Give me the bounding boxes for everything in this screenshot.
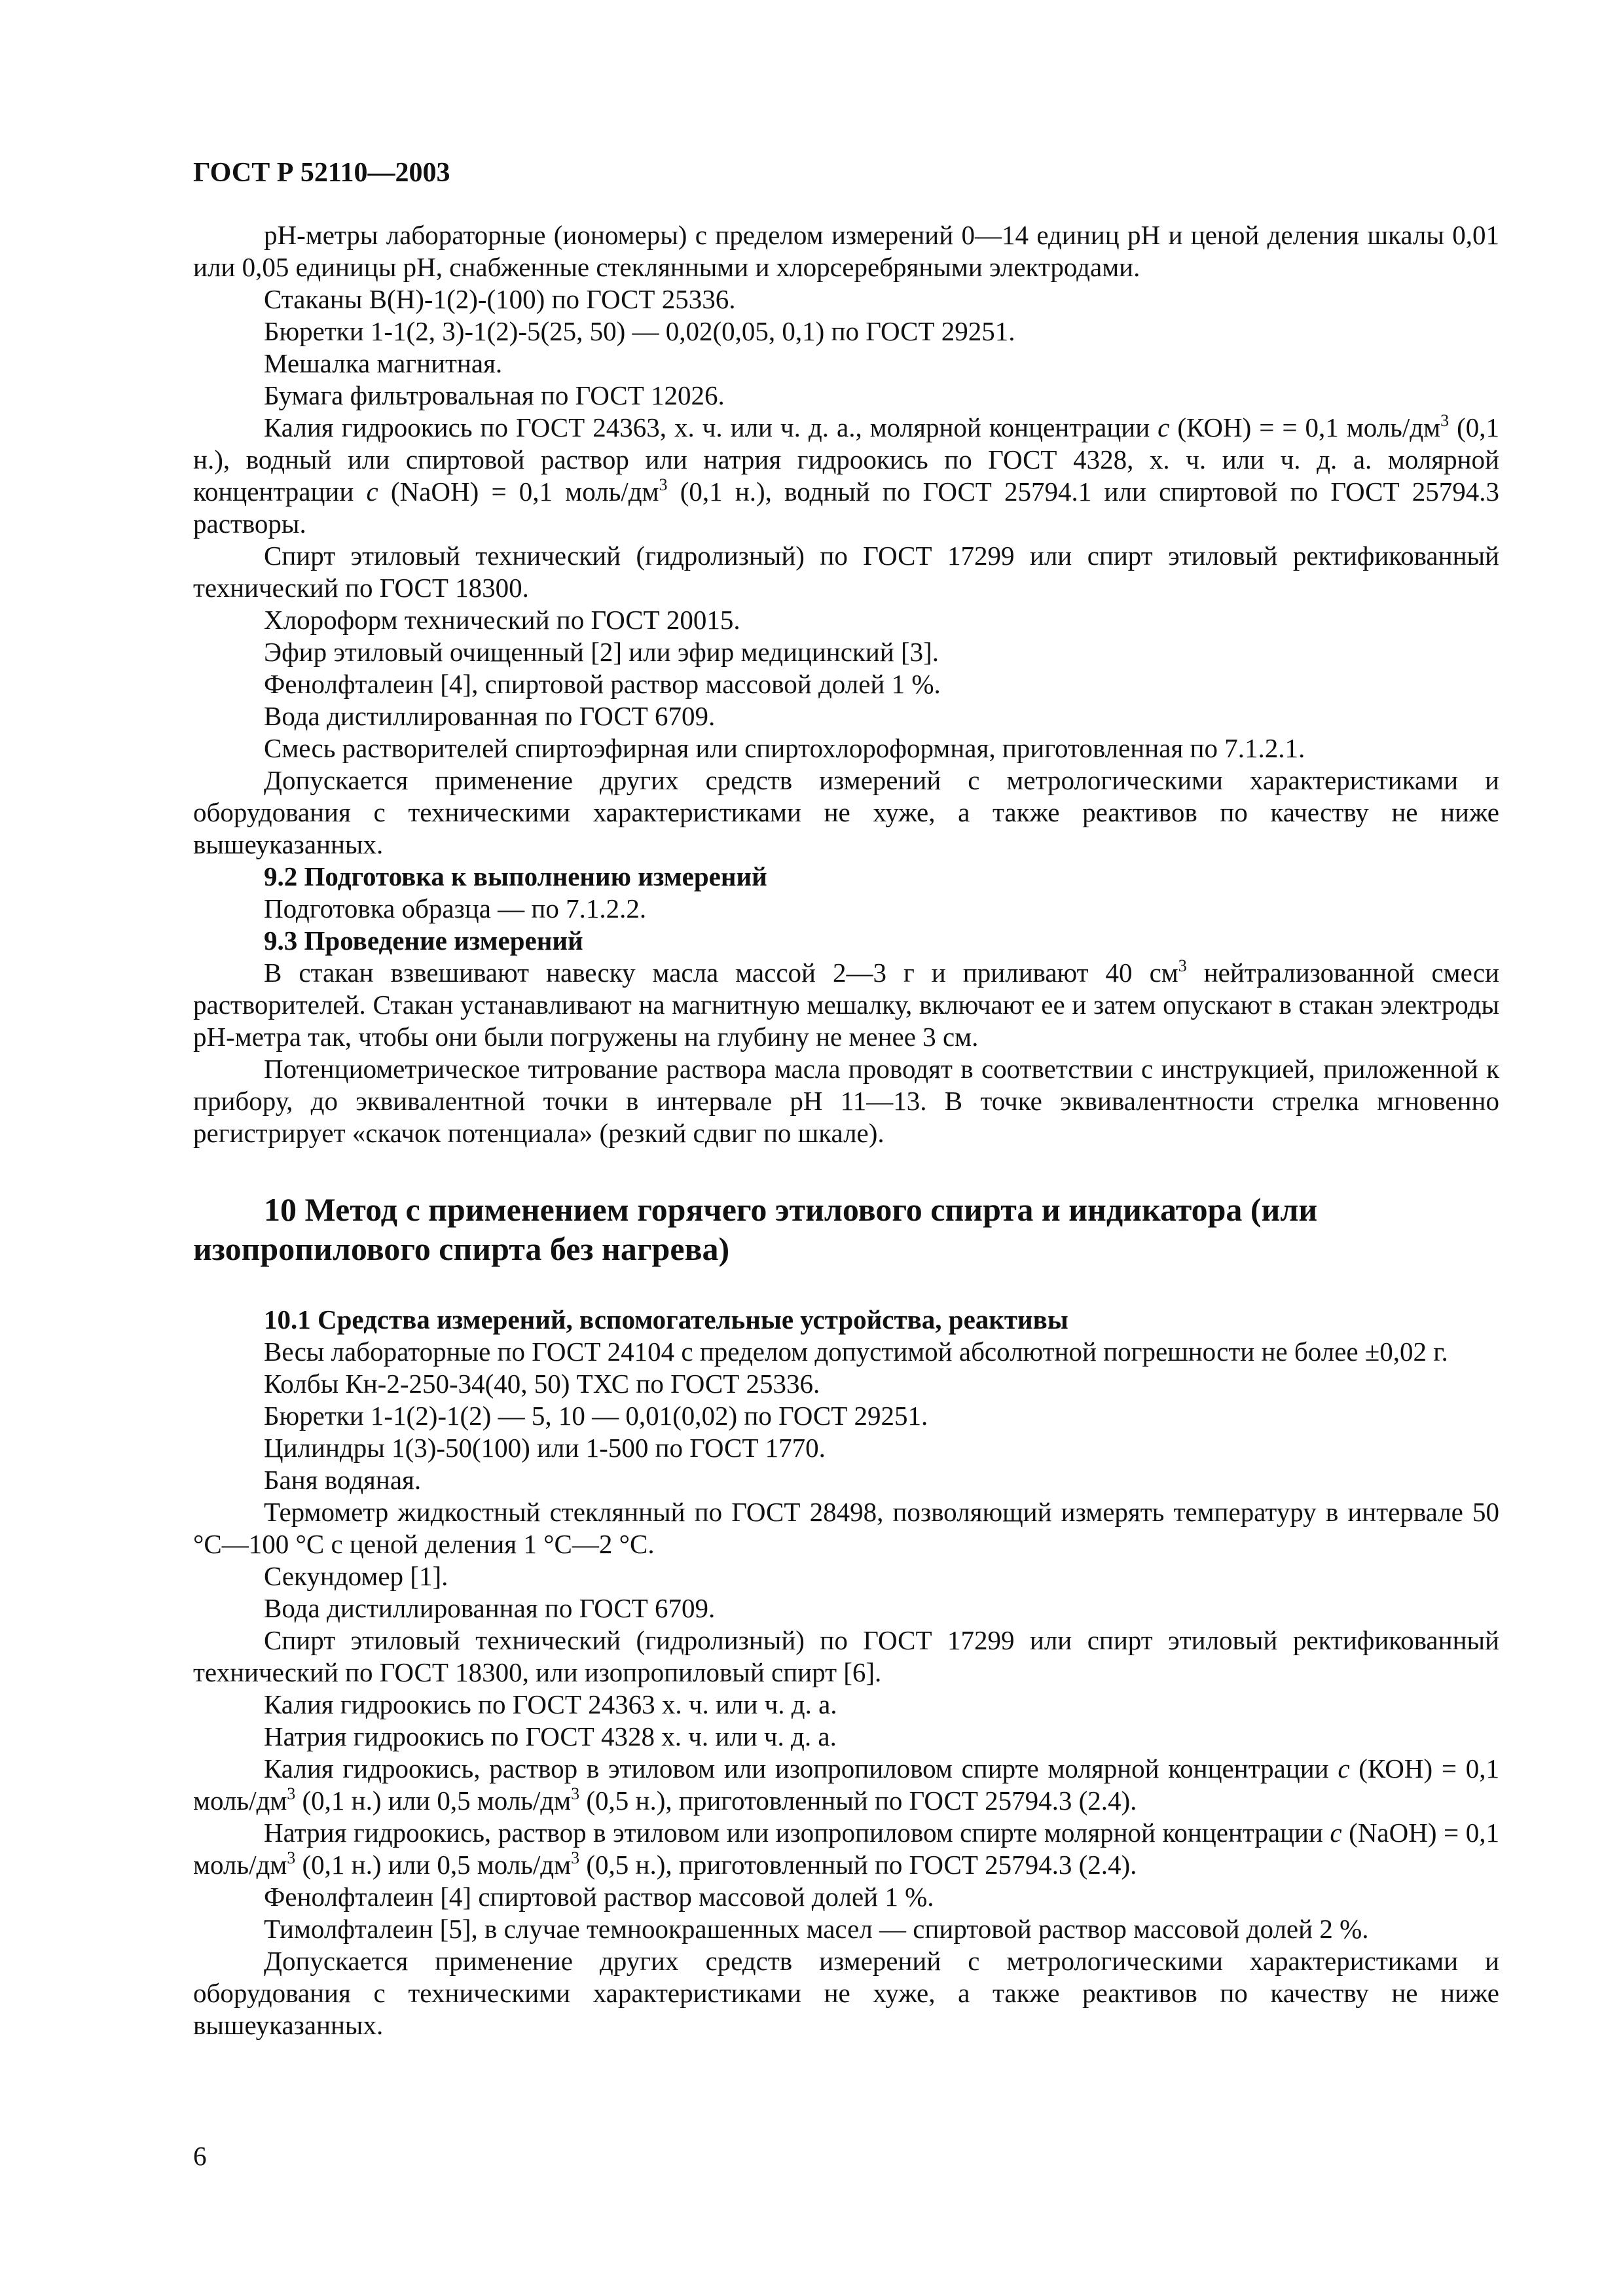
symbol-c: c bbox=[1158, 412, 1170, 442]
text: (0,1 н.), водный или спиртовой раствор или натрия гидроокись по ГОСТ 4328, х. ч. или ч. д. а. молярной концентрации bbox=[193, 412, 1500, 507]
document-header: ГОСТ Р 52110—2003 bbox=[193, 158, 450, 188]
symbol-c: c bbox=[1338, 1753, 1350, 1784]
section-heading-10: 10 Метод с применением горячего этилового спирта и индикатора (или изопропилового спирта без нагрева) bbox=[193, 1191, 1318, 1267]
paragraph bbox=[193, 412, 1499, 540]
paragraph: Термометр жидкостный стеклянный по ГОСТ 28498, позволяющий измерять температуру в интервале 50 °С—100 °С с ценой деления 1 °С—2 °С. bbox=[193, 1497, 1499, 1559]
paragraph: Цилиндры 1(3)-50(100) или 1-500 по ГОСТ 1770. bbox=[264, 1433, 826, 1463]
text: (0,1 н.), водный по ГОСТ 25794.1 или спиртовой по ГОСТ 25794.3 растворы. bbox=[193, 476, 1499, 539]
paragraph: Фенолфталеин [4], спиртовой раствор массовой долей 1 %. bbox=[264, 669, 941, 699]
paragraph: Секундомер [1]. bbox=[264, 1561, 448, 1591]
paragraph: Допускается применение других средств измерений с метрологическими характеристиками и оборудования с техническими характеристиками не хуже, а также реактивов по качеству не ниже вышеуказанных. bbox=[193, 765, 1499, 859]
document-page bbox=[193, 157, 1499, 2041]
paragraph bbox=[193, 957, 1499, 1053]
paragraph: Потенциометрическое титрование раствора масла проводят в соответствии с инструкцией, приложенной к прибору, до эквивалентной точки в интервале рН 11—13. В точке эквивалентности стрелка мгновенно регистрирует «скачок потенциала» (резкий сдвиг по шкале). bbox=[193, 1054, 1499, 1148]
subsection-heading-9-3: 9.3 Проведение измерений bbox=[264, 925, 583, 956]
paragraph: Вода дистиллированная по ГОСТ 6709. bbox=[264, 701, 716, 731]
paragraph: Натрия гидроокись по ГОСТ 4328 х. ч. или ч. д. а. bbox=[264, 1721, 837, 1751]
paragraph: рН-метры лабораторные (иономеры) с пределом измерений 0—14 единиц рН и ценой деления шкалы 0,01 или 0,05 единицы рН, снабженные стеклянными и хлорсеребряными электродами. bbox=[193, 220, 1499, 282]
text: (0,5 н.), приготовленный по ГОСТ 25794.3 (2.4). bbox=[579, 1785, 1137, 1816]
text: (NaOH) = 0,1 моль/дм bbox=[193, 1818, 1499, 1880]
text: (0,1 н.) или 0,5 моль/дм bbox=[295, 1850, 572, 1880]
symbol-c: c bbox=[366, 476, 378, 507]
superscript: 3 bbox=[287, 1784, 296, 1803]
paragraph: Спирт этиловый технический (гидролизный) по ГОСТ 17299 или спирт этиловый ректификованный технический по ГОСТ 18300. bbox=[193, 541, 1499, 603]
paragraph: Допускается применение других средств измерений с метрологическими характеристиками и оборудования с техническими характеристиками не хуже, а также реактивов по качеству не ниже вышеуказанных. bbox=[193, 1946, 1499, 2040]
text: Калия гидроокись по ГОСТ 24363, х. ч. или ч. д. а., молярной концентрации bbox=[264, 412, 1158, 442]
text: Натрия гидроокись, раствор в этиловом или изопропиловом спирте молярной концентрации bbox=[264, 1818, 1330, 1848]
text: (КОН) = 0,1 моль/дм bbox=[193, 1753, 1499, 1816]
text: (0,5 н.), приготовленный по ГОСТ 25794.3 (2.4). bbox=[579, 1850, 1137, 1880]
superscript: 3 bbox=[1178, 956, 1187, 975]
paragraph: Смесь растворителей спиртоэфирная или спиртохлороформная, приготовленная по 7.1.2.1. bbox=[264, 733, 1305, 763]
paragraph: Эфир этиловый очищенный [2] или эфир медицинский [3]. bbox=[264, 637, 939, 667]
paragraph: Вода дистиллированная по ГОСТ 6709. bbox=[264, 1593, 716, 1623]
subsection-heading-9-2: 9.2 Подготовка к выполнению измерений bbox=[264, 861, 767, 891]
paragraph: Колбы Кн-2-250-34(40, 50) ТХС по ГОСТ 25336. bbox=[264, 1369, 820, 1399]
text: (NaOH) = 0,1 моль/дм bbox=[378, 476, 659, 507]
paragraph: Стаканы В(Н)-1(2)-(100) по ГОСТ 25336. bbox=[264, 284, 736, 314]
text: (КОН) = = 0,1 моль/дм bbox=[1169, 412, 1441, 442]
paragraph: Бумага фильтровальная по ГОСТ 12026. bbox=[264, 380, 725, 410]
paragraph: Бюретки 1-1(2)-1(2) — 5, 10 — 0,01(0,02) по ГОСТ 29251. bbox=[264, 1401, 928, 1431]
text: (0,1 н.) или 0,5 моль/дм bbox=[295, 1785, 572, 1816]
paragraph: Фенолфталеин [4] спиртовой раствор массовой долей 1 %. bbox=[264, 1882, 934, 1912]
superscript: 3 bbox=[659, 475, 668, 494]
paragraph: Бюретки 1-1(2, 3)-1(2)-5(25, 50) — 0,02(0,05, 0,1) по ГОСТ 29251. bbox=[264, 316, 1015, 346]
paragraph: Подготовка образца — по 7.1.2.2. bbox=[264, 893, 647, 924]
paragraph: Весы лабораторные по ГОСТ 24104 с пределом допустимой абсолютной погрешности не более ±0,02 г. bbox=[264, 1336, 1448, 1367]
paragraph bbox=[193, 1753, 1499, 1817]
paragraph: Хлороформ технический по ГОСТ 20015. bbox=[264, 605, 740, 635]
superscript: 3 bbox=[1440, 411, 1450, 430]
superscript: 3 bbox=[571, 1784, 580, 1803]
text: нейтрализованной смеси растворителей. Стакан устанавливают на магнитную мешалку, включают ее и затем опускают в стакан электроды рН-метра так, чтобы они были погружены на глубину не менее 3 см. bbox=[193, 958, 1499, 1052]
superscript: 3 bbox=[571, 1848, 580, 1867]
page-number: 6 bbox=[193, 2141, 207, 2171]
symbol-c: c bbox=[1330, 1818, 1342, 1848]
text: В стакан взвешивают навеску масла массой 2—3 г и приливают 40 см bbox=[264, 958, 1178, 988]
subsection-heading-10-1: 10.1 Средства измерений, вспомогательные устройства, реактивы bbox=[264, 1304, 1068, 1335]
paragraph: Спирт этиловый технический (гидролизный) по ГОСТ 17299 или спирт этиловый ректификованный технический по ГОСТ 18300, или изопропиловый спирт [6]. bbox=[193, 1625, 1499, 1687]
paragraph: Тимолфталеин [5], в случае темноокрашенных масел — спиртовой раствор массовой долей 2 %. bbox=[264, 1914, 1369, 1944]
paragraph bbox=[193, 1817, 1499, 1881]
paragraph: Мешалка магнитная. bbox=[264, 348, 503, 378]
text: Калия гидроокись, раствор в этиловом или изопропиловом спирте молярной концентрации bbox=[264, 1753, 1338, 1784]
superscript: 3 bbox=[287, 1848, 296, 1867]
paragraph: Калия гидроокись по ГОСТ 24363 х. ч. или ч. д. а. bbox=[264, 1689, 837, 1719]
paragraph: Баня водяная. bbox=[264, 1465, 422, 1495]
